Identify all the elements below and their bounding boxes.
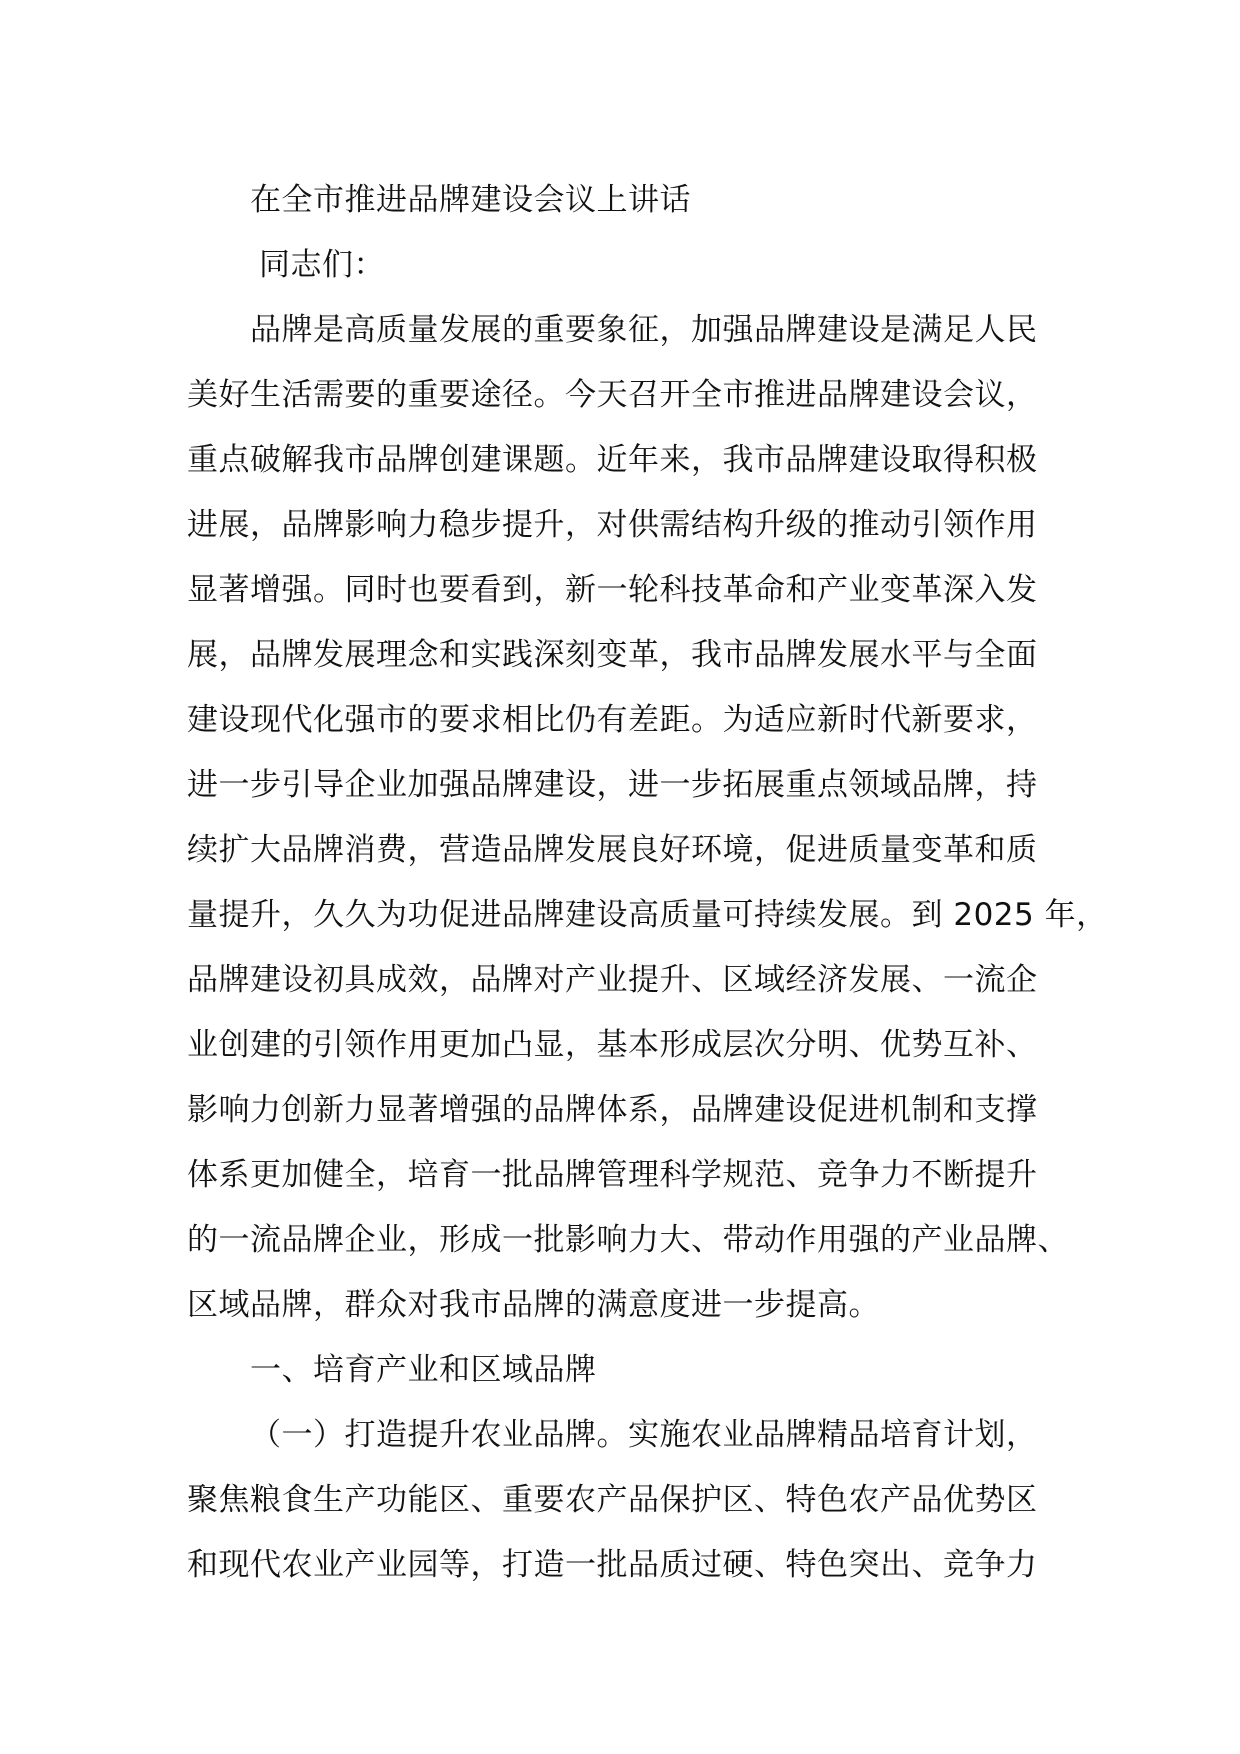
paragraph-line: 聚焦粮食生产功能区、重要农产品保护区、特色农产品优势区 [187,1482,1038,1518]
paragraph-line: 业创建的引领作用更加凸显，基本形成层次分明、优势互补、 [187,1027,1038,1063]
section-paragraph [187,1403,1067,1598]
paragraph-line: 和现代农业产业园等，打造一批品质过硬、特色突出、竞争力 [187,1547,1038,1583]
paragraph-line: 品牌是高质量发展的重要象征，加强品牌建设是满足人民 [250,312,1038,348]
document-title: 在全市推进品牌建设会议上讲话 [250,182,691,218]
paragraph-line: 影响力创新力显著增强的品牌体系，品牌建设促进机制和支撑 [187,1092,1038,1128]
paragraph-line: 量提升，久久为功促进品牌建设高质量可持续发展。到 2025 年， [187,897,1108,933]
paragraph-line: （一）打造提升农业品牌。实施农业品牌精品培育计划， [250,1417,1038,1453]
paragraph-line: 美好生活需要的重要途径。今天召开全市推进品牌建设会议， [187,377,1038,413]
section-heading: 一、培育产业和区域品牌 [250,1352,597,1388]
paragraph-line: 进一步引导企业加强品牌建设，进一步拓展重点领域品牌，持 [187,767,1038,803]
paragraph-line: 续扩大品牌消费，营造品牌发展良好环境，促进质量变革和质 [187,832,1038,868]
salutation: 同志们： [259,247,385,283]
paragraph-line: 区域品牌，群众对我市品牌的满意度进一步提高。 [187,1287,880,1323]
paragraph-line: 建设现代化强市的要求相比仍有差距。为适应新时代新要求， [187,702,1038,738]
paragraph-line: 体系更加健全，培育一批品牌管理科学规范、竞争力不断提升 [187,1157,1038,1193]
paragraph-line: 展，品牌发展理念和实践深刻变革，我市品牌发展水平与全面 [187,637,1038,673]
paragraph-line: 品牌建设初具成效，品牌对产业提升、区域经济发展、一流企 [187,962,1038,998]
paragraph-line: 显著增强。同时也要看到，新一轮科技革命和产业变革深入发 [187,572,1038,608]
document-body [187,168,1108,1598]
paragraph-line: 的一流品牌企业，形成一批影响力大、带动作用强的产业品牌、 [187,1222,1069,1258]
paragraph-line: 重点破解我市品牌创建课题。近年来，我市品牌建设取得积极 [187,442,1038,478]
intro-paragraph [187,298,1108,1338]
paragraph-line: 进展，品牌影响力稳步提升，对供需结构升级的推动引领作用 [187,507,1038,543]
